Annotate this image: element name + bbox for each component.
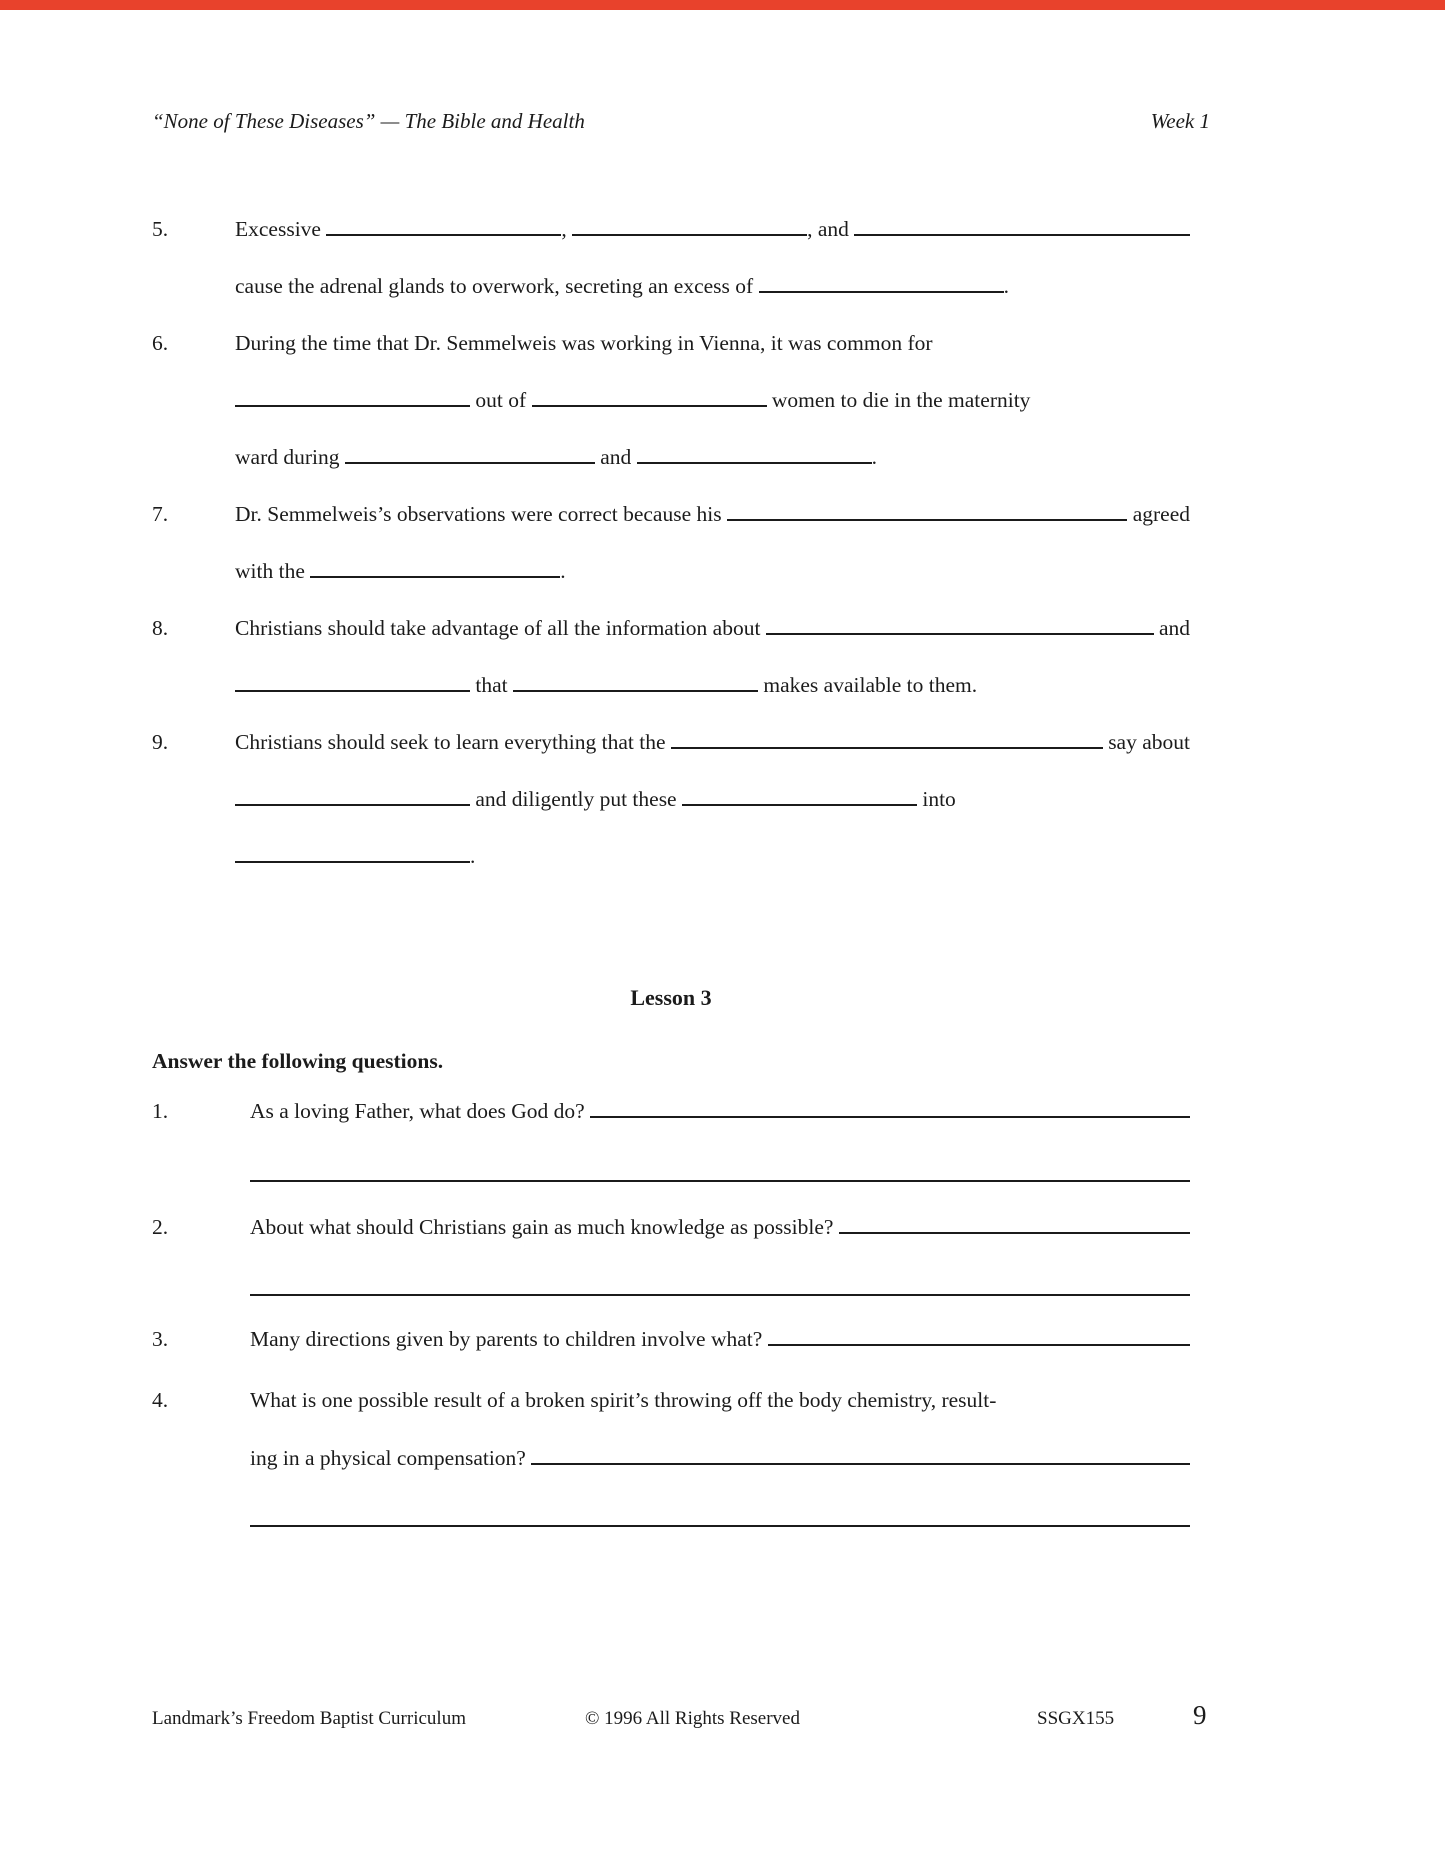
question-text: .	[1003, 274, 1009, 298]
question-text: women to die in the maternity	[766, 388, 1031, 412]
fill-blank	[637, 462, 872, 464]
question-number: 2.	[152, 1215, 169, 1239]
question-number: 5.	[152, 217, 169, 241]
question-text: and diligently put these	[470, 787, 682, 811]
question-1	[152, 1083, 1190, 1140]
question-text: ing in a physical compensation?	[250, 1446, 532, 1470]
question-2	[152, 1199, 1190, 1256]
question-number: 6.	[152, 331, 169, 355]
fill-blank	[766, 633, 1154, 635]
question-line	[235, 714, 1190, 771]
question-text: During the time that Dr. Semmelweis was working in Vienna, it was common for	[235, 331, 933, 355]
fill-blank	[727, 519, 1127, 521]
question-line	[235, 201, 1190, 258]
fill-blank	[854, 234, 1190, 236]
question-text: Christians should take advantage of all the information about	[235, 616, 766, 640]
question-number: 4.	[152, 1388, 169, 1412]
question-line	[235, 600, 1190, 657]
question-5	[152, 201, 1190, 315]
fill-blank	[572, 234, 807, 236]
product-code: SSGX155	[1037, 1708, 1115, 1729]
fill-blank	[326, 234, 561, 236]
question-text: Excessive	[235, 217, 327, 241]
question-text: makes available to them.	[758, 673, 978, 697]
fill-blank	[513, 690, 758, 692]
fill-blank	[345, 462, 595, 464]
page-header	[152, 106, 1210, 136]
question-text: cause the adrenal glands to overwork, secreting an excess of	[235, 274, 759, 298]
question-text: Dr. Semmelweis’s observations were correct because his	[235, 502, 727, 526]
scan-edge-bar	[0, 0, 1445, 10]
fill-blank	[768, 1344, 1190, 1346]
fill-blank	[839, 1232, 1190, 1234]
page-number: 9	[1193, 1700, 1207, 1730]
question-line	[235, 486, 1190, 543]
lesson-heading: Lesson 3	[630, 985, 712, 1010]
question-text: and	[1153, 616, 1190, 640]
question-number: 9.	[152, 730, 169, 754]
question-line	[235, 771, 1190, 828]
answer-line	[250, 1180, 1190, 1182]
question-line	[235, 315, 1190, 372]
question-text: .	[470, 844, 476, 868]
question-text: say about	[1102, 730, 1190, 754]
question-line	[235, 372, 1190, 429]
question-text: ,	[561, 217, 573, 241]
question-number: 3.	[152, 1327, 169, 1351]
question-3	[152, 1311, 1190, 1368]
question-text: agreed	[1127, 502, 1190, 526]
question-text: About what should Christians gain as much knowledge as possible?	[250, 1215, 839, 1239]
fill-blank	[235, 804, 470, 806]
answer-line	[250, 1525, 1190, 1527]
question-line	[235, 543, 1190, 600]
fill-blank	[531, 1463, 1190, 1465]
question-text: What is one possible result of a broken spirit’s throwing off the body chemistry, result-	[250, 1388, 997, 1412]
question-text: that	[470, 673, 513, 697]
section-instructions: Answer the following questions.	[152, 1049, 444, 1073]
curriculum-name: Landmark’s Freedom Baptist Curriculum	[152, 1708, 466, 1729]
question-text: .	[560, 559, 566, 583]
question-text: with the	[235, 559, 311, 583]
answer-line	[250, 1294, 1190, 1296]
fill-blank	[235, 861, 470, 863]
fill-blank	[590, 1116, 1190, 1118]
question-7	[152, 486, 1190, 600]
question-text: out of	[470, 388, 532, 412]
book-title: “None of These Diseases” — The Bible and Health	[152, 109, 585, 133]
fill-blank	[759, 291, 1004, 293]
question-line	[235, 258, 1190, 315]
question-line	[235, 828, 1190, 885]
fill-blank	[671, 747, 1103, 749]
question-text: As a loving Father, what does God do?	[250, 1099, 591, 1123]
question-number: 8.	[152, 616, 169, 640]
question-text: Christians should seek to learn everything that the	[235, 730, 671, 754]
fill-blank	[310, 576, 560, 578]
question-6	[152, 315, 1190, 486]
question-text: Many directions given by parents to children involve what?	[250, 1327, 768, 1351]
question-text: ward during	[235, 445, 345, 469]
week-label: Week 1	[1150, 109, 1210, 133]
question-line	[235, 429, 1190, 486]
fill-blank	[235, 405, 470, 407]
copyright-notice: © 1996 All Rights Reserved	[585, 1708, 800, 1729]
question-text: and	[594, 445, 637, 469]
question-8	[152, 600, 1190, 714]
question-9	[152, 714, 1190, 885]
fill-blank	[682, 804, 917, 806]
fill-in-section	[152, 201, 1190, 885]
question-line	[235, 657, 1190, 714]
question-text: into	[916, 787, 956, 811]
question-4	[152, 1371, 1190, 1487]
question-text: .	[871, 445, 878, 469]
question-number: 1.	[152, 1099, 169, 1123]
fill-blank	[235, 690, 470, 692]
fill-blank	[532, 405, 767, 407]
question-text: , and	[807, 217, 855, 241]
question-number: 7.	[152, 502, 169, 526]
